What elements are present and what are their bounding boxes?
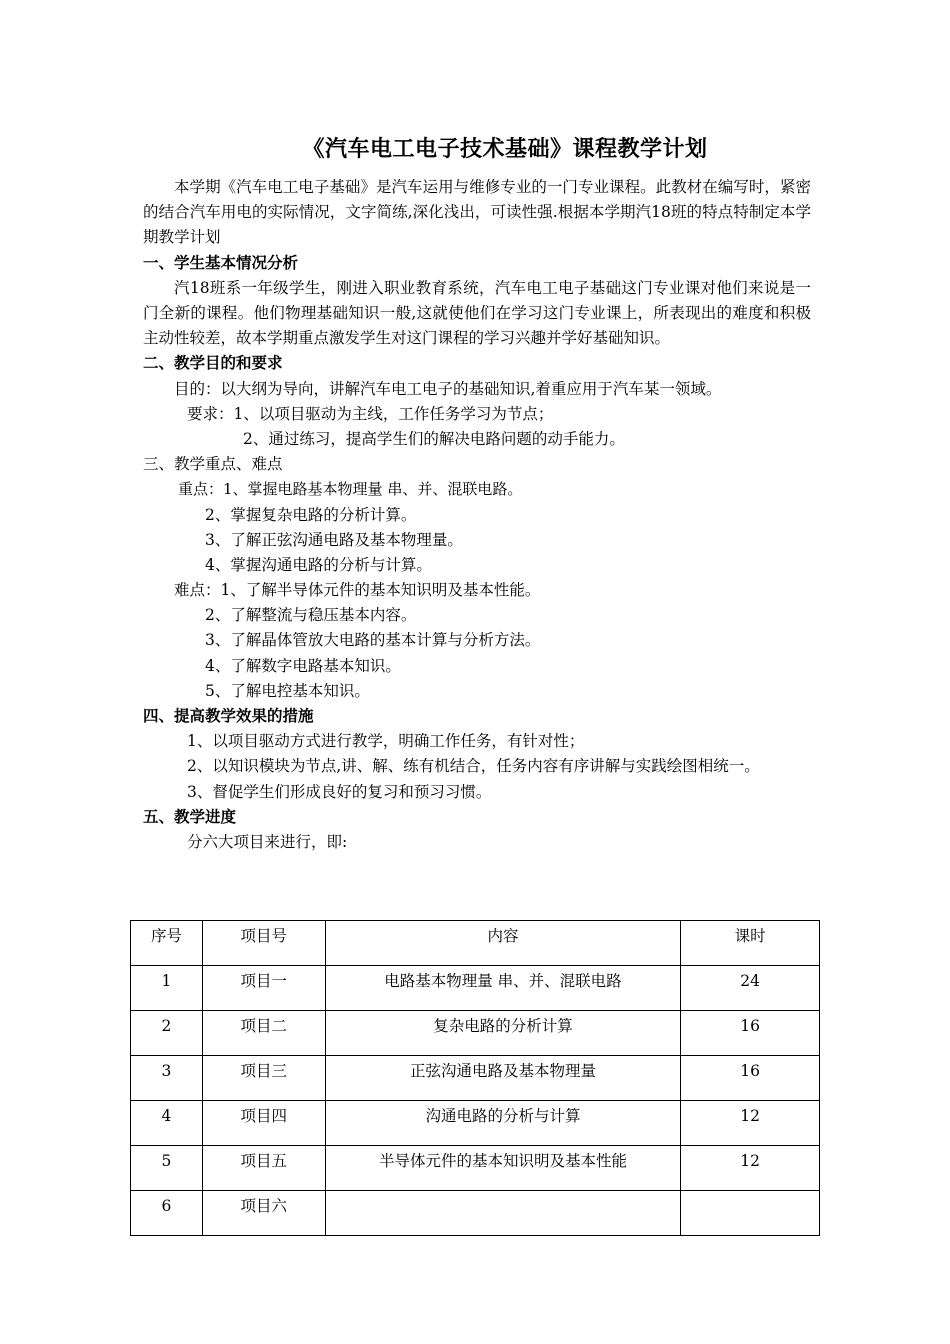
table-cell: 项目一 bbox=[202, 966, 325, 1011]
table-cell: 16 bbox=[681, 1011, 820, 1056]
table-cell: 5 bbox=[131, 1146, 203, 1191]
document-title: 《汽车电工电子技术基础》课程教学计划 bbox=[302, 137, 708, 162]
table-row bbox=[131, 1146, 820, 1191]
difficulty-1: 难点：1、了解半导体元件的基本知识明及基本性能。 bbox=[174, 581, 541, 600]
measure-3: 3、督促学生们形成良好的复习和预习习惯。 bbox=[187, 782, 492, 801]
section-heading-key-points: 三、教学重点、难点 bbox=[143, 455, 283, 474]
table-cell: 12 bbox=[681, 1146, 820, 1191]
student-analysis-paragraph: 汽18班系一年级学生，刚进入职业教育系统，汽车电工电子基础这门专业课对他们来说是一门全新的课程。他们物理基础知识一般,这就使他们在学习这门专业课上，所表现出的难度和积极主动性较差，故本学期重点激发学生对这门课程的学习兴趣并学好基础知识。 bbox=[143, 278, 811, 348]
table-cell: 4 bbox=[131, 1101, 203, 1146]
intro-paragraph: 本学期《汽车电工电子基础》是汽车运用与维修专业的一门专业课程。此教材在编写时，紧密的结合汽车用电的实际情况，文字简练,深化浅出，可读性强.根据本学期汽18班的特点特制定本学期教学计划 bbox=[143, 178, 811, 247]
document-body bbox=[143, 175, 811, 855]
table-cell: 24 bbox=[681, 966, 820, 1011]
schedule-intro: 分六大项目来进行，即: bbox=[187, 833, 348, 851]
difficulty-5: 5、了解电控基本知识。 bbox=[205, 681, 370, 700]
table-row bbox=[131, 966, 820, 1011]
key-point-4: 4、掌握沟通电路的分析与计算。 bbox=[205, 555, 432, 574]
table-cell: 3 bbox=[131, 1056, 203, 1101]
table-cell: 复杂电路的分析计算 bbox=[325, 1011, 680, 1056]
table-header-cell: 课时 bbox=[681, 921, 820, 966]
table-cell: 沟通电路的分析与计算 bbox=[325, 1101, 680, 1146]
schedule-table bbox=[130, 920, 820, 1236]
section-heading-schedule: 五、教学进度 bbox=[143, 807, 237, 826]
table-header-cell: 序号 bbox=[131, 921, 203, 966]
measure-2: 2、以知识模块为节点,讲、解、练有机结合，任务内容有序讲解与实践绘图相统一。 bbox=[187, 757, 760, 776]
table-cell: 半导体元件的基本知识明及基本性能 bbox=[325, 1146, 680, 1191]
goals-requirement-2: 2、通过练习，提高学生们的解决电路问题的动手能力。 bbox=[243, 429, 625, 448]
difficulty-3: 3、了解晶体管放大电路的基本计算与分析方法。 bbox=[205, 631, 541, 650]
difficulty-4: 4、了解数字电路基本知识。 bbox=[205, 656, 401, 675]
table-row bbox=[131, 1011, 820, 1056]
table-cell: 电路基本物理量 串、并、混联电路 bbox=[325, 966, 680, 1011]
table-cell: 12 bbox=[681, 1101, 820, 1146]
table-header-row bbox=[131, 921, 820, 966]
table-header-cell: 项目号 bbox=[202, 921, 325, 966]
table-cell: 项目五 bbox=[202, 1146, 325, 1191]
table-cell: 2 bbox=[131, 1011, 203, 1056]
table-cell bbox=[325, 1191, 680, 1236]
table-header-cell: 内容 bbox=[325, 921, 680, 966]
key-point-2: 2、掌握复杂电路的分析计算。 bbox=[205, 505, 417, 524]
table-cell: 项目四 bbox=[202, 1101, 325, 1146]
table-row bbox=[131, 1056, 820, 1101]
table-cell: 项目三 bbox=[202, 1056, 325, 1101]
table-cell: 16 bbox=[681, 1056, 820, 1101]
table-row bbox=[131, 1191, 820, 1236]
table-cell: 项目六 bbox=[202, 1191, 325, 1236]
table-cell: 项目二 bbox=[202, 1011, 325, 1056]
section-heading-goals: 二、教学目的和要求 bbox=[143, 354, 283, 373]
table-row bbox=[131, 1101, 820, 1146]
measure-1: 1、以项目驱动方式进行教学，明确工作任务，有针对性； bbox=[187, 732, 585, 751]
section-heading-measures: 四、提高教学效果的措施 bbox=[143, 707, 314, 726]
goals-requirement-1: 要求：1、以项目驱动为主线，工作任务学习为节点； bbox=[187, 404, 554, 423]
key-point-1: 重点：1、掌握电路基本物理量 串、并、混联电路。 bbox=[178, 480, 523, 499]
table-cell: 6 bbox=[131, 1191, 203, 1236]
table-cell bbox=[681, 1191, 820, 1236]
section-heading-student-analysis: 一、学生基本情况分析 bbox=[143, 253, 299, 272]
key-point-3: 3、了解正弦沟通电路及基本物理量。 bbox=[205, 530, 463, 549]
table-cell: 1 bbox=[131, 966, 203, 1011]
goals-purpose: 目的：以大纲为导向，讲解汽车电工电子的基础知识,着重应用于汽车某一领域。 bbox=[174, 379, 722, 398]
difficulty-2: 2、了解整流与稳压基本内容。 bbox=[205, 606, 417, 625]
table-cell: 正弦沟通电路及基本物理量 bbox=[325, 1056, 680, 1101]
